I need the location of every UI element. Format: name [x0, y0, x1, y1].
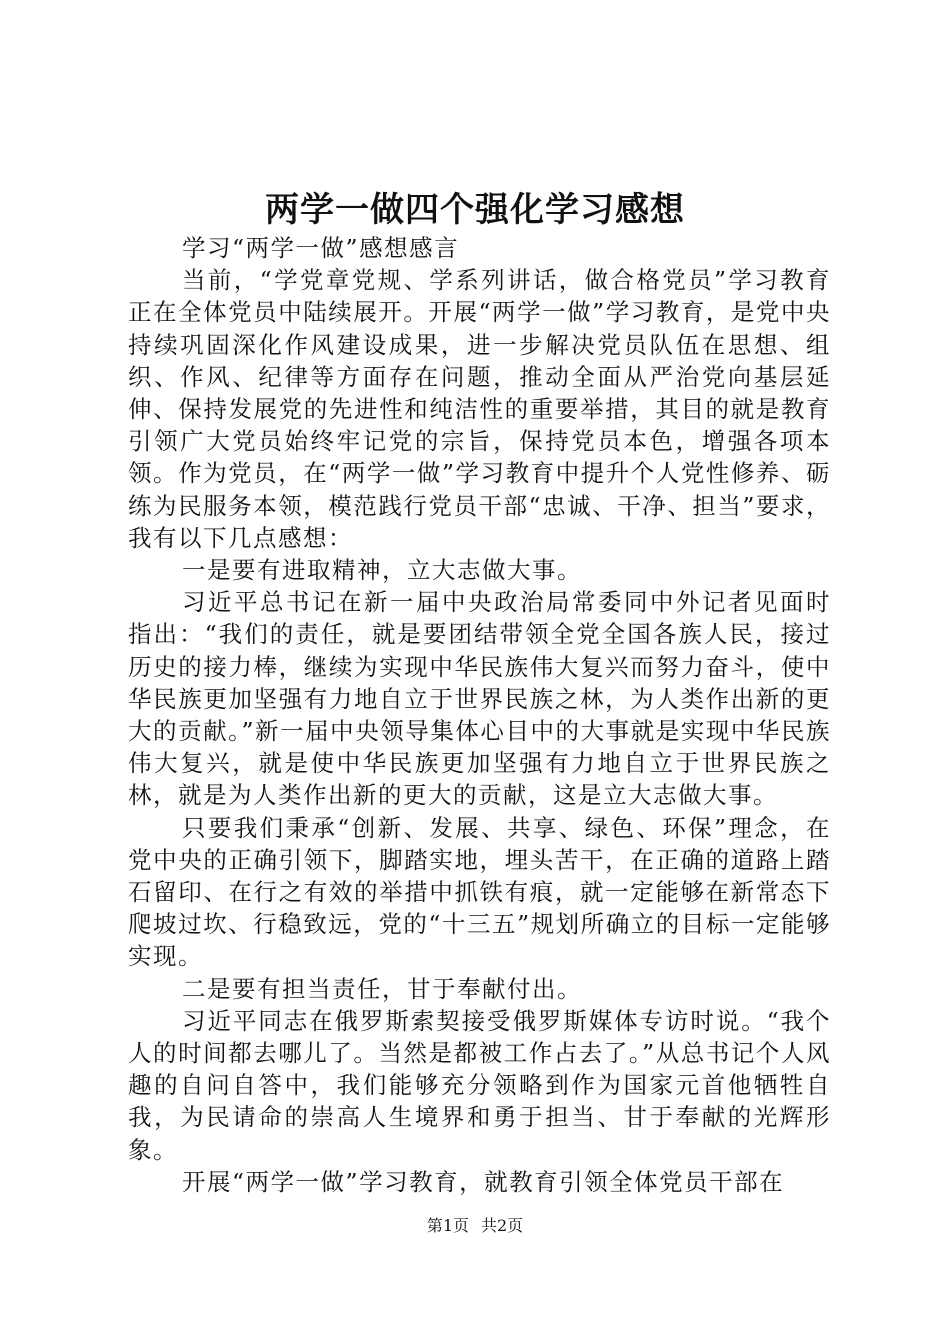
- body-paragraph: 当前，“学党章党规、学系列讲话，做合格党员”学习教育正在全体党员中陆续展开。开展“两学一做”学习教育，是党中央持续巩固深化作风建设成果，进一步解决党员队伍在思想、组织、作风、纪律等方面存在问题，推动全面从严治党向基层延伸、保持发展党的先进性和纯洁性的重要举措，其目的就是教育引领广大党员始终牢记党的宗旨，保持党员本色，增强各项本领。作为党员，在“两学一做”学习教育中提升个人党性修养、砺练为民服务本领，模范践行党员干部“忠诚、干净、担当”要求，我有以下几点感想：: [128, 266, 831, 552]
- subtitle-paragraph: 学习“两学一做”感想感言: [182, 234, 460, 262]
- document-body: [128, 232, 831, 1198]
- section-heading-paragraph: 一是要有进取精神，立大志做大事。: [182, 556, 583, 585]
- page-total: 共2页: [481, 1216, 524, 1235]
- page-footer: [0, 1214, 950, 1238]
- section-heading-paragraph: 二是要有担当责任，甘于奉献付出。: [182, 974, 583, 1003]
- body-paragraph: 习近平总书记在新一届中央政治局常委同中外记者见面时指出：“我们的责任，就是要团结带领全党全国各族人民，接过历史的接力棒，继续为实现中华民族伟大复兴而努力奋斗，使中华民族更加坚强有力地自立于世界民族之林，为人类作出新的更大的贡献。”新一届中央领导集体心目中的大事就是实现中华民族伟大复兴，就是使中华民族更加坚强有力地自立于世界民族之林，就是为人类作出新的更大的贡献，这是立大志做大事。: [128, 588, 831, 810]
- body-paragraph: 开展“两学一做”学习教育，就教育引领全体党员干部在: [182, 1167, 785, 1196]
- document-title: 两学一做四个强化学习感想: [265, 190, 685, 230]
- body-paragraph: 习近平同志在俄罗斯索契接受俄罗斯媒体专访时说。“我个人的时间都去哪儿了。当然是都被工作占去了。”从总书记个人风趣的自问自答中，我们能够充分领略到作为国家元首他牺牲自我，为民请命的崇高人生境界和勇于担当、甘于奉献的光辉形象。: [128, 1006, 831, 1164]
- body-paragraph: 只要我们秉承“创新、发展、共享、绿色、环保”理念，在党中央的正确引领下，脚踏实地，埋头苦干，在正确的道路上踏石留印、在行之有效的举措中抓铁有痕，就一定能够在新常态下爬坡过坎、行稳致远，党的“十三五”规划所确立的目标一定能够实现。: [128, 813, 831, 971]
- page-number: 第1页: [426, 1216, 469, 1235]
